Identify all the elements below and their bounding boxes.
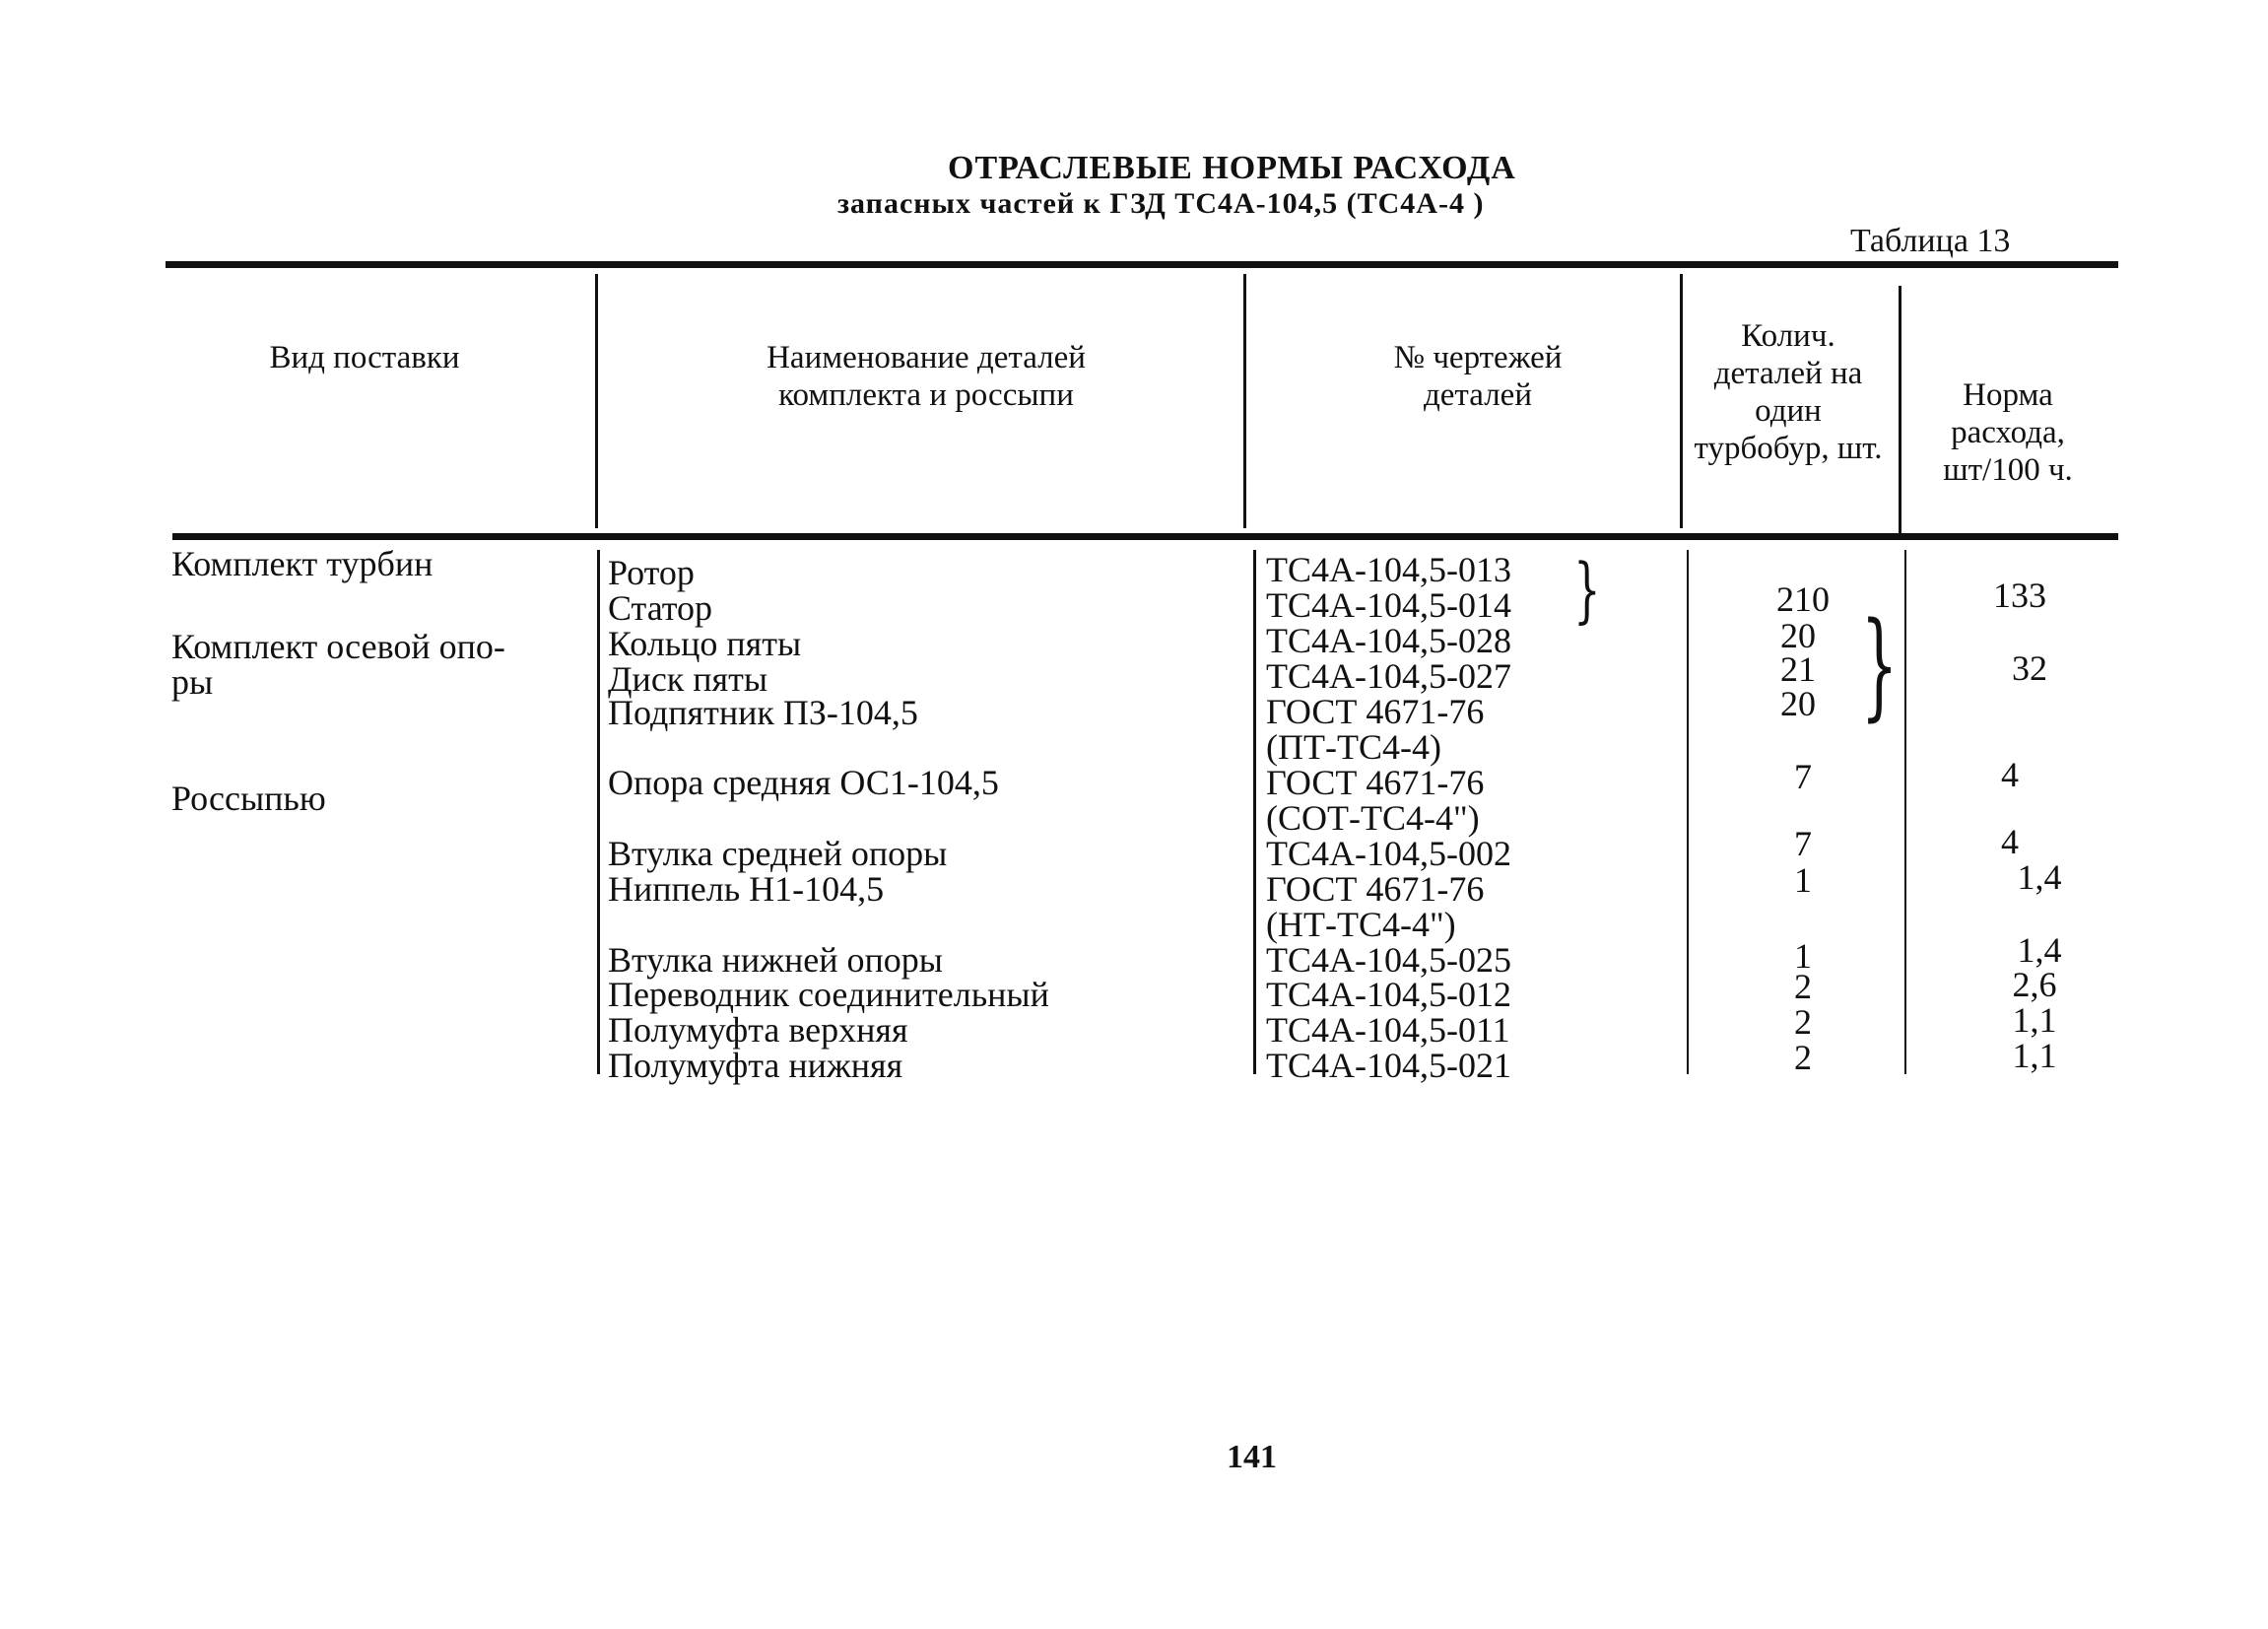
grouping-brace: } bbox=[1860, 596, 1899, 732]
table-label: Таблица 13 bbox=[1850, 223, 2011, 259]
quantity-value: 7 bbox=[1794, 824, 1812, 863]
norm-value: 1,4 bbox=[2017, 857, 2062, 897]
column-divider bbox=[1680, 274, 1683, 528]
quantity-value: 20 bbox=[1780, 684, 1816, 723]
norm-value: 1,1 bbox=[2012, 1000, 2057, 1040]
norm-value: 1,4 bbox=[2017, 930, 2062, 970]
document-subtitle: запасных частей к ГЗД ТС4А-104,5 (ТС4А-4 ) bbox=[837, 187, 1485, 220]
column-divider bbox=[1687, 550, 1689, 1074]
header-part-name: Наименование деталей комплекта и россыпи bbox=[767, 340, 1086, 413]
drawing-number: ТС4А-104,5-028 bbox=[1266, 621, 1511, 660]
quantity-value: 1 bbox=[1794, 860, 1812, 900]
group-label-loose: Россыпью bbox=[171, 779, 326, 818]
quantity-value: 2 bbox=[1794, 1038, 1812, 1077]
part-name: Ниппель Н1-104,5 bbox=[608, 869, 885, 909]
norm-value: 2,6 bbox=[2012, 965, 2057, 1004]
drawing-number: ТС4А-104,5-014 bbox=[1266, 585, 1511, 625]
table-top-rule bbox=[166, 261, 2118, 268]
quantity-value: 2 bbox=[1794, 1002, 1812, 1042]
quantity-value: 20 bbox=[1780, 616, 1816, 655]
column-divider bbox=[1899, 286, 1901, 534]
document-title: ОТРАСЛЕВЫЕ НОРМЫ РАСХОДА bbox=[948, 150, 1516, 186]
drawing-number: ГОСТ 4671-76 bbox=[1266, 869, 1485, 909]
part-name: Полумуфта верхняя bbox=[608, 1010, 908, 1050]
header-bottom-rule bbox=[172, 533, 2118, 540]
page-number: 141 bbox=[1227, 1439, 1277, 1475]
drawing-number: ТС4А-104,5-027 bbox=[1266, 656, 1511, 696]
header-supply-type: Вид поставки bbox=[269, 340, 460, 375]
norm-value: 133 bbox=[1993, 576, 2046, 615]
part-name: Ротор bbox=[608, 553, 695, 592]
part-name: Диск пяты bbox=[608, 659, 768, 699]
drawing-number: ТС4А-104,5-012 bbox=[1266, 975, 1511, 1014]
drawing-number: ТС4А-104,5-002 bbox=[1266, 834, 1511, 873]
drawing-number: (СОТ-ТС4-4") bbox=[1266, 798, 1480, 838]
column-divider bbox=[597, 550, 600, 1074]
norm-value: 1,1 bbox=[2012, 1036, 2057, 1075]
grouping-brace: } bbox=[1573, 548, 1601, 631]
part-name: Втулка средней опоры bbox=[608, 834, 948, 873]
header-drawing-no: № чертежей деталей bbox=[1393, 340, 1563, 413]
drawing-number: ГОСТ 4671-76 bbox=[1266, 692, 1485, 731]
group-label-turbine-set: Комплект турбин bbox=[171, 544, 434, 583]
norm-value: 32 bbox=[2012, 648, 2047, 688]
norm-value: 4 bbox=[2001, 755, 2019, 794]
column-divider bbox=[595, 274, 598, 528]
header-norm: Норма расхода, шт/100 ч. bbox=[1943, 377, 2073, 488]
column-divider bbox=[1904, 550, 1906, 1074]
part-name: Полумуфта нижняя bbox=[608, 1046, 903, 1085]
drawing-number: ТС4А-104,5-021 bbox=[1266, 1046, 1511, 1085]
drawing-number: (ПТ-ТС4-4) bbox=[1266, 727, 1441, 767]
quantity-value: 7 bbox=[1794, 757, 1812, 796]
column-divider bbox=[1243, 274, 1246, 528]
part-name: Опора средняя ОС1-104,5 bbox=[608, 763, 999, 802]
part-name: Подпятник ПЗ-104,5 bbox=[608, 693, 918, 732]
quantity-value: 21 bbox=[1780, 649, 1816, 689]
drawing-number: ГОСТ 4671-76 bbox=[1266, 763, 1485, 802]
quantity-value: 210 bbox=[1776, 579, 1830, 619]
norm-value: 4 bbox=[2001, 822, 2019, 861]
part-name: Кольцо пяты bbox=[608, 624, 802, 663]
drawing-number: ТС4А-104,5-013 bbox=[1266, 550, 1511, 589]
drawing-number: ТС4А-104,5-011 bbox=[1266, 1010, 1510, 1050]
column-divider bbox=[1253, 550, 1256, 1074]
group-label-axial-support: Комплект осевой опо- bbox=[171, 627, 505, 666]
drawing-number: (НТ-ТС4-4") bbox=[1266, 905, 1456, 944]
drawing-number: ТС4А-104,5-025 bbox=[1266, 940, 1511, 980]
part-name: Переводник соединительный bbox=[608, 975, 1049, 1014]
group-label-axial-support-cont: ры bbox=[171, 662, 214, 702]
part-name: Втулка нижней опоры bbox=[608, 940, 943, 980]
part-name: Статор bbox=[608, 588, 713, 628]
quantity-value: 2 bbox=[1794, 967, 1812, 1006]
quantity-value: 1 bbox=[1794, 936, 1812, 976]
header-quantity: Колич. деталей на один турбобур, шт. bbox=[1694, 318, 1883, 466]
